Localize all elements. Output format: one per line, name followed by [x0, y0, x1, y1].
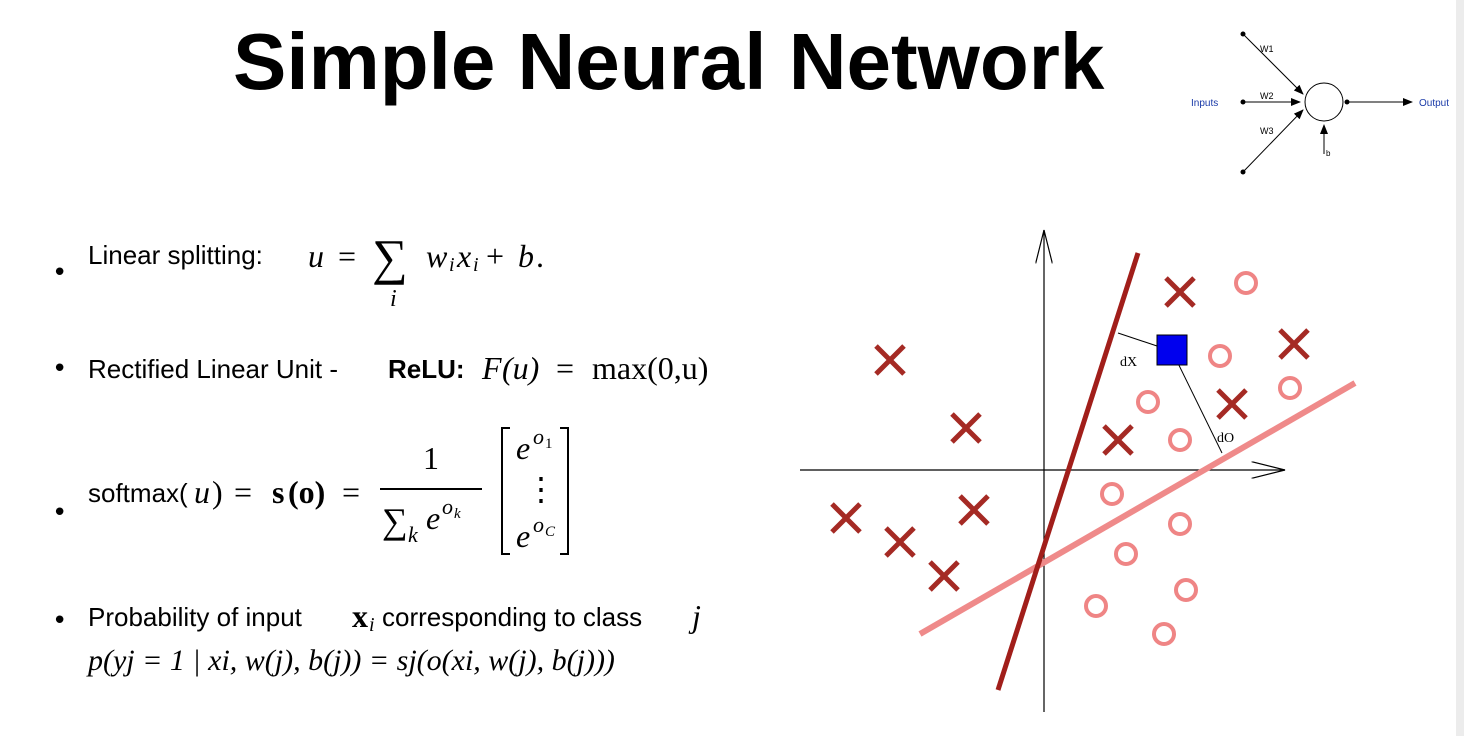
o-point — [1236, 273, 1256, 293]
o-point — [1086, 596, 1106, 616]
bullet-1-label: Linear splitting: — [88, 240, 263, 270]
bullet-1-marker: • — [52, 258, 68, 288]
do-label: dO — [1217, 431, 1235, 446]
x-point — [876, 346, 904, 374]
o-point — [1176, 580, 1196, 600]
o-point — [1138, 392, 1158, 412]
plus-sign: + — [486, 238, 505, 274]
x-point — [1166, 278, 1194, 306]
decision-line-dark — [998, 253, 1138, 690]
bullet-3-marker: • — [52, 498, 68, 528]
probability-formula: p(yj = 1 | xi, w(j), b(j)) = sj(o(xi, w(j), b(j))) — [88, 644, 615, 677]
class-o-points — [1086, 273, 1300, 644]
matrix-bottom-sub: C — [545, 524, 556, 540]
matrix-top-o: o — [533, 424, 544, 449]
x-point — [1104, 426, 1132, 454]
softmax-u: u — [194, 474, 210, 510]
period: . — [536, 238, 544, 274]
edge-w1 — [1243, 34, 1303, 94]
x-sub: i — [473, 254, 479, 276]
eq-sign-2: = — [556, 350, 575, 386]
matrix-top-sub: 1 — [545, 436, 553, 452]
bullet-2-marker: • — [52, 354, 68, 384]
dx-label: dX — [1120, 355, 1138, 370]
x-point — [930, 562, 958, 590]
bullet-4-j: j — [692, 598, 701, 634]
o-point — [1280, 378, 1300, 398]
bias-label: b — [1326, 149, 1331, 158]
sum-k-symbol: ∑ — [382, 501, 408, 541]
max-expr: max(0,u) — [592, 350, 709, 386]
softmax-close: ) — [212, 474, 223, 510]
denom-o: o — [442, 494, 453, 519]
s-var: s — [272, 474, 285, 510]
w3-label: W3 — [1260, 126, 1274, 136]
w-var: w — [426, 238, 448, 274]
neuron-diagram — [1180, 22, 1460, 182]
denom-k: k — [454, 506, 461, 522]
o-point — [1116, 544, 1136, 564]
query-point — [1157, 335, 1187, 365]
x-point — [832, 504, 860, 532]
x-point — [960, 496, 988, 524]
eq-sign-3: = — [234, 474, 253, 510]
class-x-points — [832, 278, 1308, 590]
eq-sign-4: = — [342, 474, 361, 510]
bullet-4-i: i — [369, 614, 375, 636]
o-point — [1154, 624, 1174, 644]
x-var: x — [457, 238, 472, 274]
o-point — [1210, 346, 1230, 366]
o-point — [1102, 484, 1122, 504]
fraction-bar — [380, 488, 482, 490]
bullet-2-label: Rectified Linear Unit - — [88, 354, 338, 384]
matrix-top-e: e — [516, 430, 531, 466]
output-label: Output — [1419, 98, 1450, 109]
w2-label: W2 — [1260, 91, 1274, 101]
sum-index: i — [390, 286, 397, 312]
fraction-numerator: 1 — [423, 440, 439, 476]
o-arg: (o) — [288, 474, 326, 510]
matrix-bottom-o: o — [533, 512, 544, 537]
x-point — [1280, 330, 1308, 358]
decision-line-light — [920, 383, 1355, 634]
bullet-4-label: Probability of input — [88, 602, 302, 632]
F-arg: (u) — [502, 350, 540, 386]
o-point — [1170, 514, 1190, 534]
bullet-4-label2: corresponding to class — [382, 602, 643, 632]
slide-title: Simple Neural Network — [233, 17, 1105, 106]
neuron-node — [1305, 83, 1343, 121]
b-var: b — [518, 238, 534, 274]
w1-label: W1 — [1260, 44, 1274, 54]
inputs-label: Inputs — [1191, 98, 1219, 109]
eq-sign: = — [338, 238, 357, 274]
bullet-4-marker: • — [52, 606, 68, 636]
slide-edge — [1456, 0, 1464, 736]
scatter-diagram — [780, 220, 1380, 730]
u-var: u — [308, 238, 324, 274]
denom-e: e — [426, 500, 441, 536]
o-point — [1170, 430, 1190, 450]
softmax-label: softmax( — [88, 478, 188, 508]
x-point — [1218, 390, 1246, 418]
sum-k-index: k — [408, 522, 418, 547]
matrix-bottom-e: e — [516, 518, 531, 554]
x-point — [952, 414, 980, 442]
edge-w3 — [1243, 110, 1303, 172]
relu-label: ReLU: — [388, 354, 465, 384]
x-point — [886, 528, 914, 556]
matrix-vdots: ⋮ — [525, 471, 557, 507]
sum-symbol: ∑ — [372, 229, 408, 285]
w-sub: i — [449, 254, 455, 276]
F-var: F — [482, 350, 502, 386]
bullet-4-x: x — [352, 598, 368, 634]
